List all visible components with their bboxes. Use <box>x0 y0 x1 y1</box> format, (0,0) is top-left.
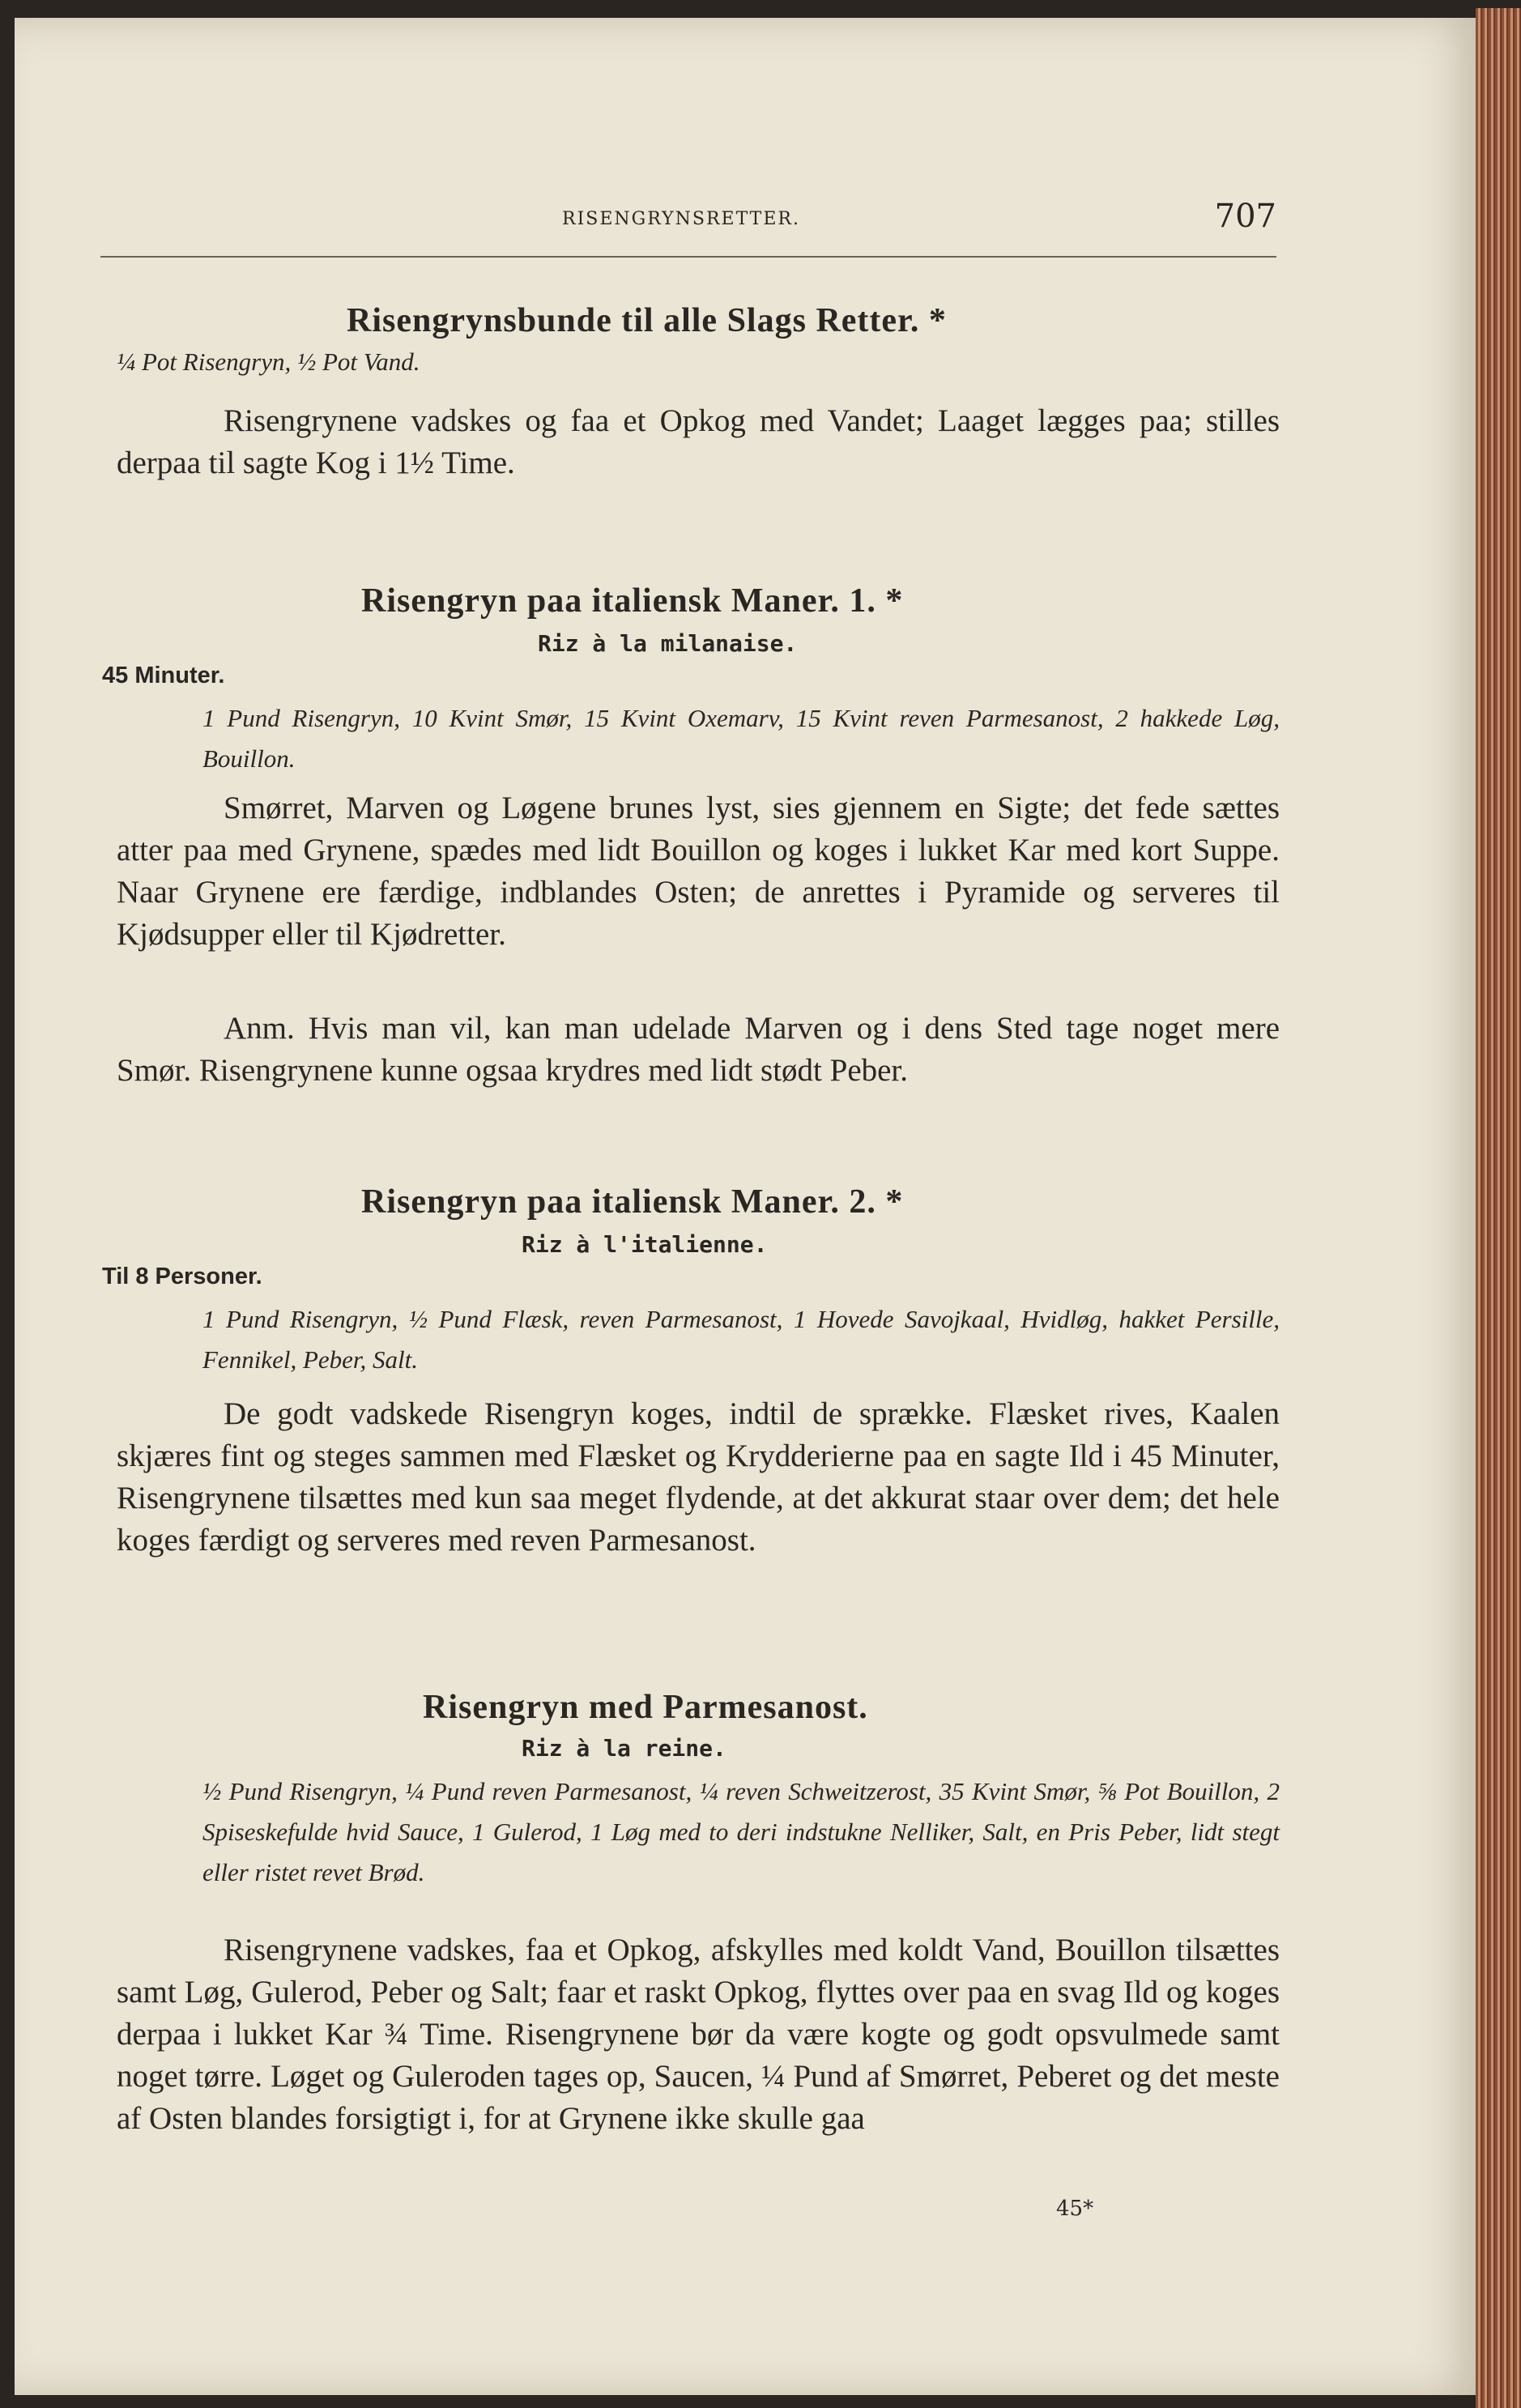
recipe-paragraph: De godt vadskede Risengryn koges, indtil de sprække. Flæsket rives, Kaalen skjæres fint og steges sammen med Flæsket og Krydderierne paa en sagte Ild i 45 Minuter, Risengrynene tilsættes med kun saa meget flydende, at det akkurat staar over dem; det hele koges færdigt og serveres med reven Parmesanost. <box>117 1396 1280 1558</box>
side-note: 45 Minuter. <box>102 663 225 688</box>
recipe-subtitle: Riz à la milanaise. <box>538 630 798 657</box>
recipe-paragraph: Smørret, Marven og Løgene brunes lyst, sies gjennem en Sigte; det fede sættes atter paa med Grynene, spædes med lidt Bouillon og koges i lukket Kar med kort Suppe. Naar Grynene ere færdige, indblandes Osten; de anrettes i Pyramide og serveres til Kjødsupper eller til Kjødretter. <box>117 791 1280 952</box>
recipe-paragraph: Risengrynene vadskes og faa et Opkog med Vandet; Laaget lægges paa; stilles derpaa til sagte Kog i 1½ Time. <box>117 403 1280 480</box>
recipe-subtitle: Riz à la reine. <box>522 1735 726 1762</box>
page-edges <box>1476 8 1521 2408</box>
side-note: Til 8 Personer. <box>102 1264 262 1289</box>
recipe-ingredients: ½ Pund Risengryn, ¼ Pund reven Parmesanost, ¼ reven Schweitzerost, 35 Kvint Smør, ⅝ Pot Bouillon, 2 Spiseskefulde hvid Sauce, 1 Gulerod, 1 Løg med to deri indstukne Nelliker, Salt, en Pris Peber, lidt stegt eller ristet revet Brød. <box>202 1777 1280 1886</box>
recipe-title: Risengrynsbunde til alle Slags Retter. * <box>347 302 947 339</box>
recipe-ingredients: ¼ Pot Risengryn, ½ Pot Vand. <box>117 347 420 376</box>
recipe-paragraph: Risengrynene vadskes, faa et Opkog, afskylles med koldt Vand, Bouillon tilsættes samt Løg, Gulerod, Peber og Salt; faar et raskt Opkog, flyttes over paa en svag Ild og koges derpaa i lukket Kar ¾ Time. Risengrynene bør da være kogte og godt opsvulmede samt noget tørre. Løget og Guleroden tages op, Saucen, ¼ Pund af Smørret, Peberet og det meste af Osten blandes forsigtigt i, for at Grynene ikke skulle gaa <box>117 1933 1280 2136</box>
recipe-note: Anm. Hvis man vil, kan man udelade Marven og i dens Sted tage noget mere Smør. Risengrynene kunne ogsaa krydres med lidt stødt Peber. <box>117 1011 1280 1088</box>
recipe-ingredients: 1 Pund Risengryn, 10 Kvint Smør, 15 Kvint Oxemarv, 15 Kvint reven Parmesanost, 2 hakkede Løg, Bouillon. <box>202 704 1280 773</box>
recipe-ingredients: 1 Pund Risengryn, ½ Pund Flæsk, reven Parmesanost, 1 Hovede Savojkaal, Hvidløg, hakket Persille, Fennikel, Peber, Salt. <box>202 1305 1280 1374</box>
recipe-title: Risengryn med Parmesanost. <box>423 1689 868 1726</box>
page-number: 707 <box>1214 198 1276 235</box>
signature-mark: 45* <box>1056 2197 1094 2221</box>
book-page <box>15 18 1482 2395</box>
recipe-title: Risengryn paa italiensk Maner. 2. * <box>361 1183 904 1221</box>
recipe-title: Risengryn paa italiensk Maner. 1. * <box>361 582 904 620</box>
page-header <box>100 198 1276 258</box>
running-title: RISENGRYNSRETTER. <box>562 209 800 229</box>
recipe-subtitle: Riz à l'italienne. <box>522 1231 768 1258</box>
